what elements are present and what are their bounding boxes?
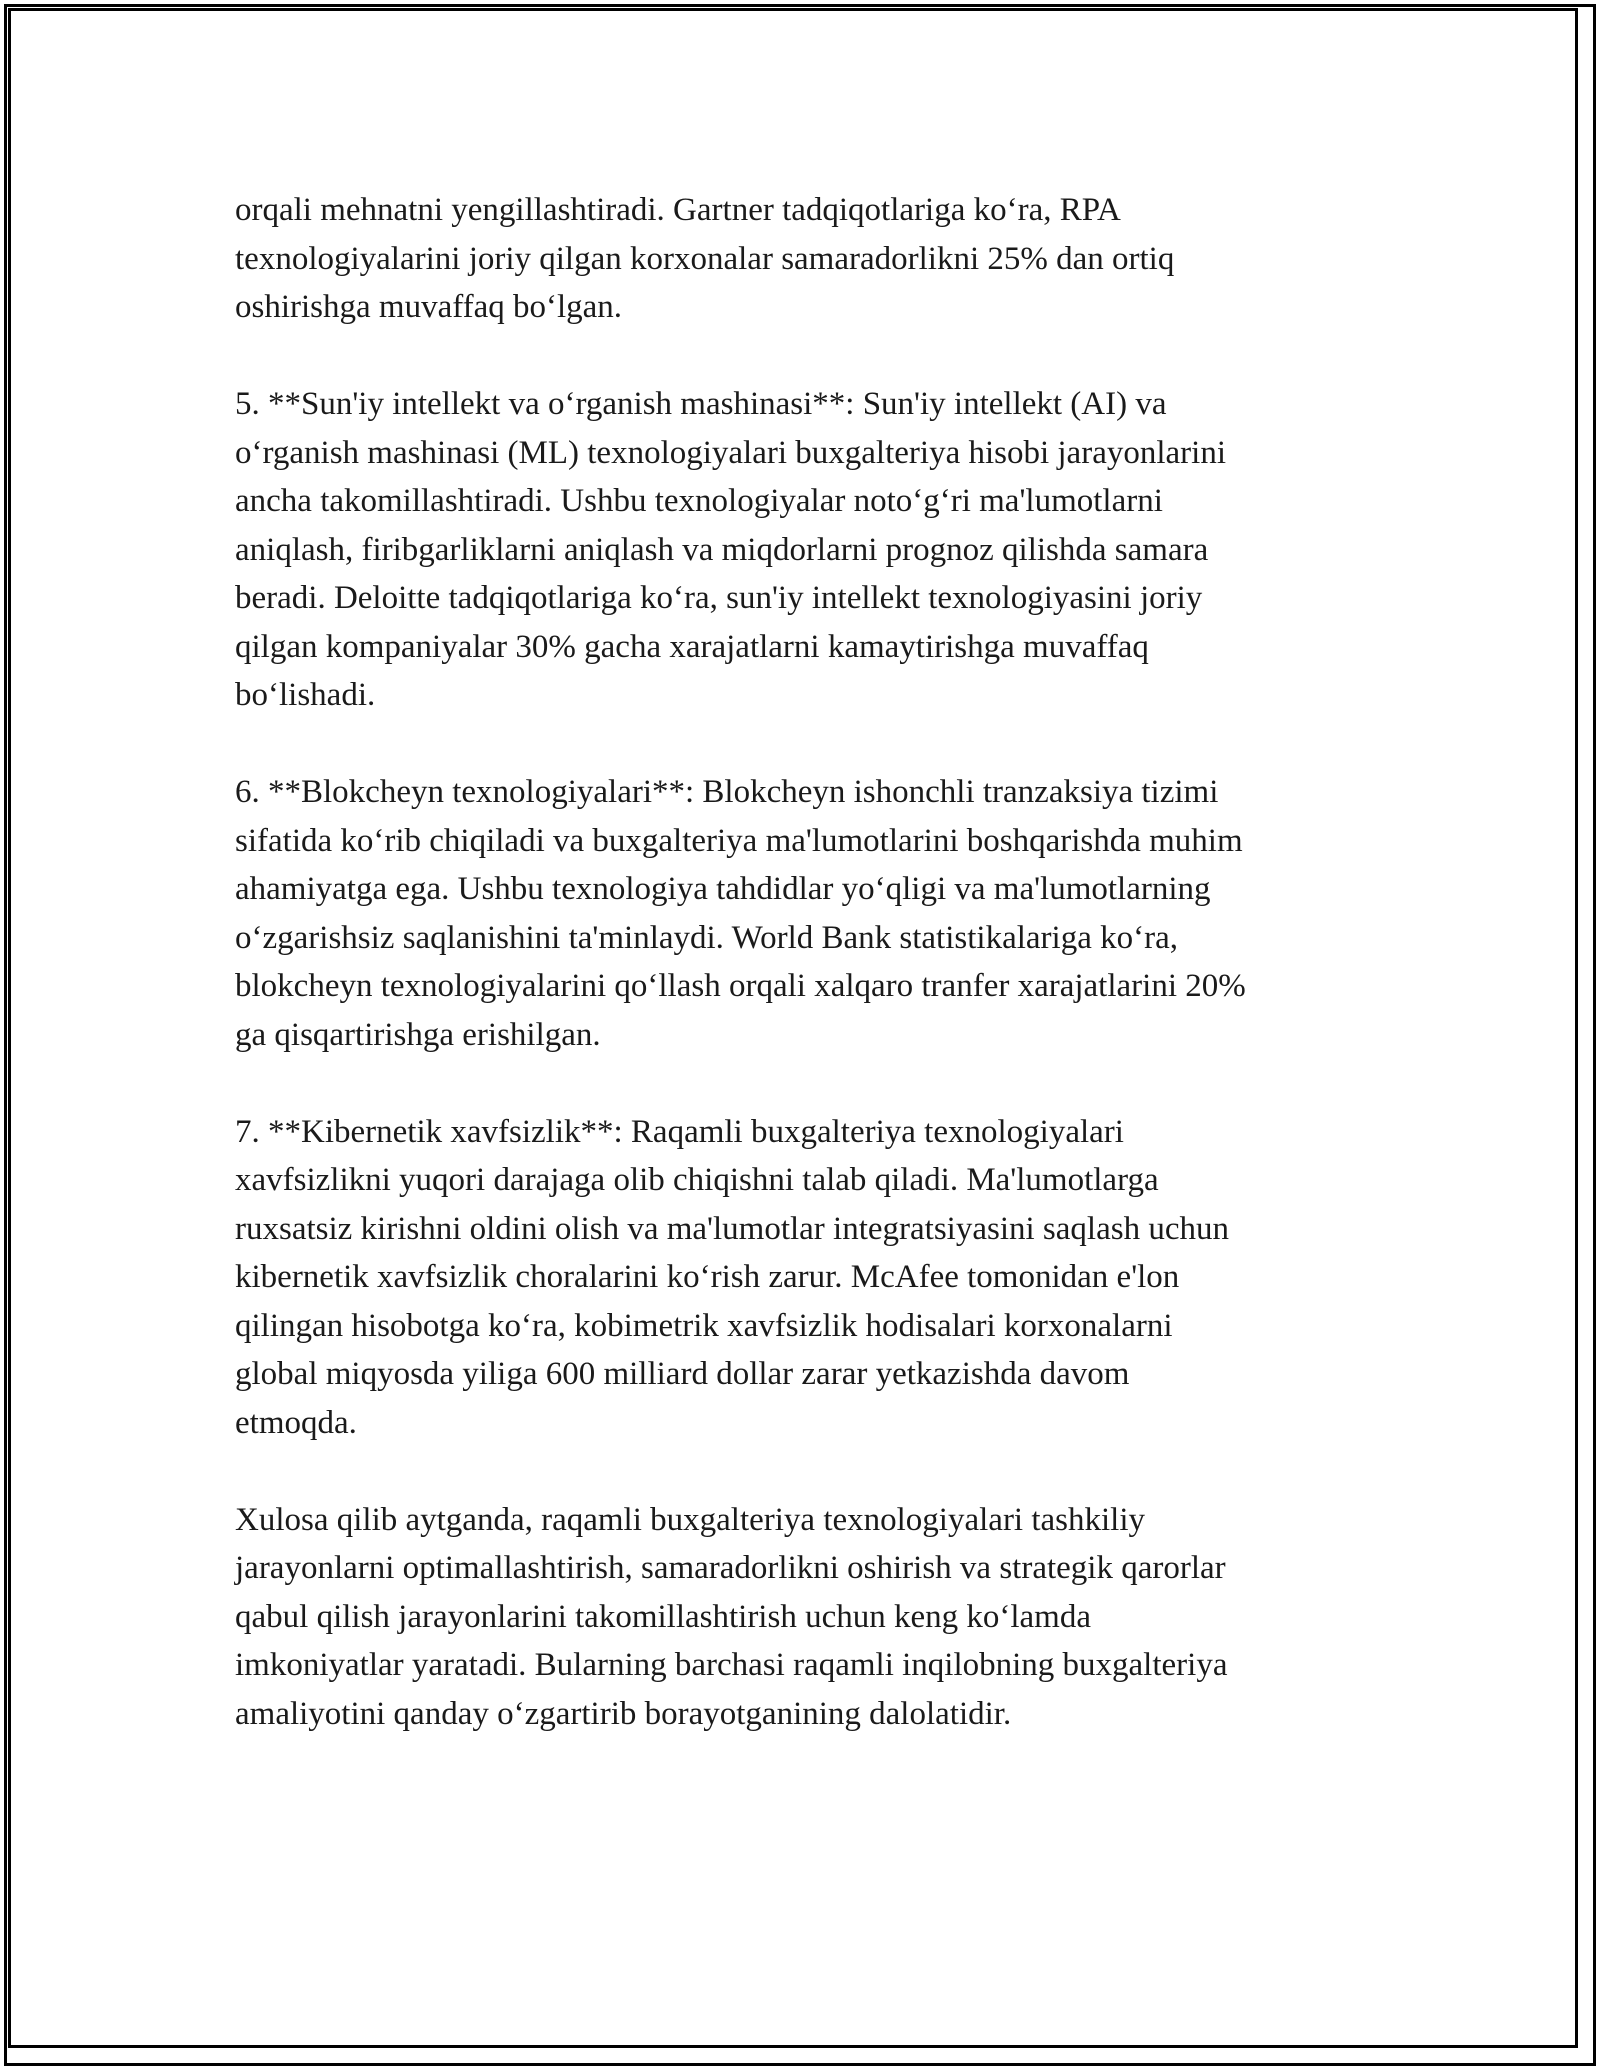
paragraph-rpa-conclusion [235, 186, 1385, 332]
text-line: Xulosa qilib aytganda, raqamli buxgalteriya texnologiyalari tashkiliy [235, 1501, 1146, 1538]
text-line: o‘zgarishsiz saqlanishini ta'minlaydi. World Bank statistikalariga ko‘ra, [235, 919, 1178, 956]
text-line: beradi. Deloitte tadqiqotlariga ko‘ra, sun'iy intellekt texnologiyasini joriy [235, 580, 1203, 616]
text-line: ancha takomillashtiradi. Ushbu texnologiyalar noto‘g‘ri ma'lumotlarni [235, 483, 1163, 519]
text-line: qilingan hisobotga ko‘ra, kobimetrik xavfsizlik hodisalari korxonalarni [235, 1307, 1173, 1344]
text-line: imkoniyatlar yaratadi. Bularning barchasi raqamli inqilobning buxgalteriya [235, 1647, 1228, 1683]
text-line: jarayonlarni optimallashtirish, samaradorlikni oshirish va strategik qarorlar [235, 1550, 1226, 1586]
paragraph-ai-ml [235, 380, 1385, 720]
text-line: texnologiyalarini joriy qilgan korxonalar samaradorlikni 25% dan ortiq [235, 240, 1175, 277]
text-line: ruxsatsiz kirishni oldini olish va ma'lumotlar integratsiyasini saqlash uchun [235, 1210, 1229, 1247]
text-line: o‘rganish mashinasi (ML) texnologiyalari buxgalteriya hisobi jarayonlarini [235, 434, 1226, 471]
text-line: bo‘lishadi. [235, 677, 376, 713]
document-body [235, 186, 1385, 1787]
text-line: global miqyosda yiliga 600 milliard dollar zarar yetkazishda davom [235, 1356, 1130, 1392]
text-line: xavfsizlikni yuqori darajaga olib chiqishni talab qiladi. Ma'lumotlarga [235, 1162, 1159, 1198]
paragraph-conclusion [235, 1496, 1385, 1739]
text-line: oshirishga muvaffaq bo‘lgan. [235, 289, 623, 325]
paragraph-cybersecurity [235, 1108, 1385, 1448]
text-line: orqali mehnatni yengillashtiradi. Gartner tadqiqotlariga ko‘ra, RPA [235, 192, 1121, 228]
text-line: blokcheyn texnologiyalarini qo‘llash orqali xalqaro tranfer xarajatlarini 20% [235, 968, 1246, 1004]
text-line: kibernetik xavfsizlik choralarini ko‘rish zarur. McAfee tomonidan e'lon [235, 1259, 1180, 1295]
text-line: 7. **Kibernetik xavfsizlik**: Raqamli buxgalteriya texnologiyalari [235, 1113, 1124, 1150]
text-line: amaliyotini qanday o‘zgartirib borayotganining dalolatidir. [235, 1695, 1012, 1732]
text-line: ga qisqartirishga erishilgan. [235, 1016, 601, 1053]
paragraph-blockchain [235, 768, 1385, 1059]
text-line: ahamiyatga ega. Ushbu texnologiya tahdidlar yo‘qligi va ma'lumotlarning [235, 871, 1211, 907]
text-line: 5. **Sun'iy intellekt va o‘rganish mashinasi**: Sun'iy intellekt (AI) va [235, 386, 1167, 422]
text-line: aniqlash, firibgarliklarni aniqlash va miqdorlarni prognoz qilishda samara [235, 531, 1209, 568]
text-line: qilgan kompaniyalar 30% gacha xarajatlarni kamaytirishga muvaffaq [235, 628, 1149, 665]
text-line: 6. **Blokcheyn texnologiyalari**: Blokcheyn ishonchli tranzaksiya tizimi [235, 774, 1219, 810]
text-line: qabul qilish jarayonlarini takomillashtirish uchun keng ko‘lamda [235, 1598, 1091, 1635]
text-line: etmoqda. [235, 1404, 357, 1441]
text-line: sifatida ko‘rib chiqiladi va buxgalteriya ma'lumotlarini boshqarishda muhim [235, 822, 1243, 859]
